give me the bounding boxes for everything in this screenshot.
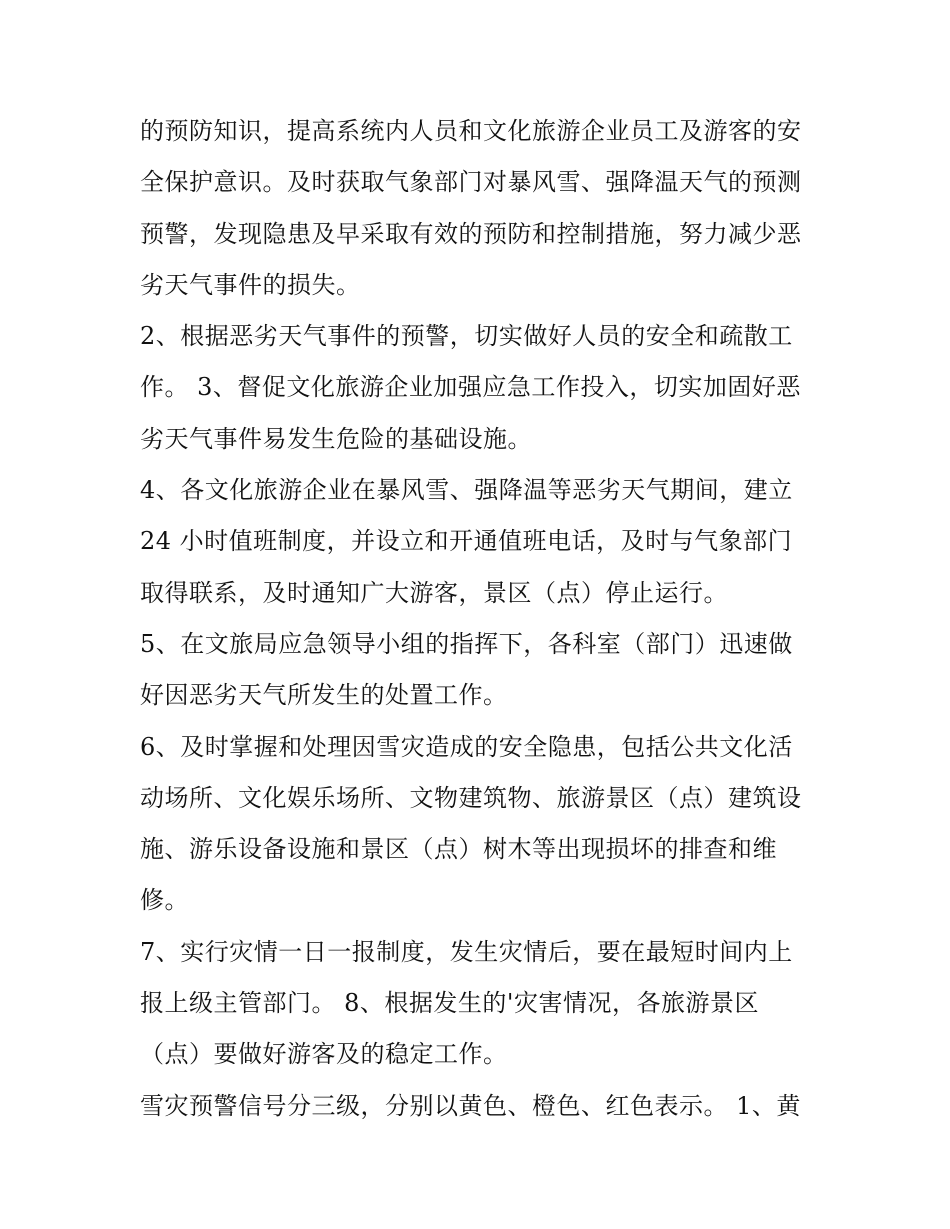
- text-line: 雪灾预警信号分三级，分别以黄色、橙色、红色表示。 1、黄: [140, 1091, 801, 1120]
- text-line: 作。 3、督促文化旅游企业加强应急工作投入，切实加固好恶: [140, 373, 801, 402]
- text-line: 6、及时掌握和处理因雪灾造成的安全隐患，包括公共文化活: [140, 732, 793, 761]
- text-line: 取得联系，及时通知广大游客，景区（点）停止运行。: [140, 578, 728, 607]
- text-line: 2、根据恶劣天气事件的预警，切实做好人员的安全和疏散工: [140, 322, 793, 351]
- text-line: （点）要做好游客及的稳定工作。: [140, 1040, 508, 1069]
- text-line: 24 小时值班制度，并设立和开通值班电话，及时与气象部门: [140, 527, 793, 556]
- text-line: 动场所、文化娱乐场所、文物建筑物、旅游景区（点）建筑设: [140, 783, 802, 812]
- text-line: 7、实行灾情一日一报制度，发生灾情后，要在最短时间内上: [140, 937, 793, 966]
- text-line: 好因恶劣天气所发生的处置工作。: [140, 681, 508, 710]
- text-line: 劣天气事件易发生危险的基础设施。: [140, 424, 532, 453]
- text-line: 劣天气事件的损失。: [140, 270, 361, 299]
- text-line: 4、各文化旅游企业在暴风雪、强降温等恶劣天气期间，建立: [140, 476, 793, 505]
- text-line: 修。: [140, 886, 189, 915]
- text-line: 5、在文旅局应急领导小组的指挥下，各科室（部门）迅速做: [140, 629, 793, 658]
- body-text: [140, 106, 830, 1132]
- text-line: 的预防知识，提高系统内人员和文化旅游企业员工及游客的安: [140, 117, 802, 145]
- text-line: 施、游乐设备设施和景区（点）树木等出现损坏的排查和维: [140, 835, 777, 864]
- text-line: 全保护意识。及时获取气象部门对暴风雪、强降温天气的预测: [140, 168, 802, 197]
- text-line: 预警，发现隐患及早采取有效的预防和控制措施，努力减少恶: [140, 219, 802, 248]
- text-line: 报上级主管部门。 8、根据发生的'灾害情况，各旅游景区: [140, 989, 759, 1018]
